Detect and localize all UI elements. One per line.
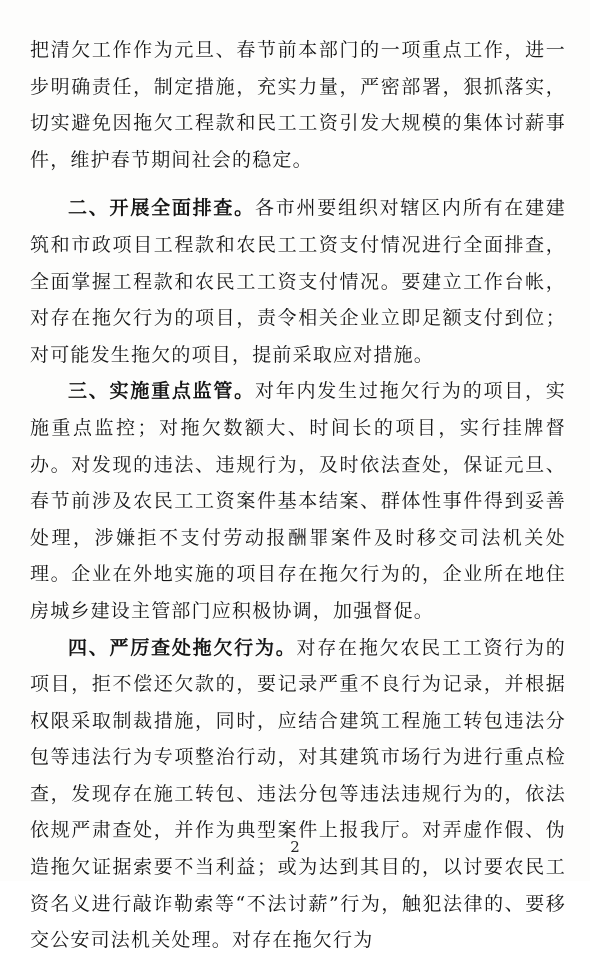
paragraph-text: 对年内发生过拖欠行为的项目，实施重点监控；对拖欠数额大、时间长的项目，实行挂牌督办。对发现的违法、违规行为，及时依法查处，保证元旦、春节前涉及农民工工资案件基本结案、群体性事件得到妥善处理，涉嫌拒不支付劳动报酬罪案件及时移交司法机关处理。企业在外地实施的项目存在拖欠行为的，企业所在地住房城乡建设主管部门应积极协调，加强督促。 bbox=[30, 380, 566, 622]
paragraph-section-4 bbox=[30, 630, 566, 959]
paragraph-text: 各市州要组织对辖区内所有在建建筑和市政项目工程款和农民工工资支付情况进行全面排查，全面掌握工程款和农民工工资支付情况。要建立工作台帐，对存在拖欠行为的项目，责令相关企业立即足额支付到位；对可能发生拖欠的项目，提前采取应对措施。 bbox=[30, 197, 566, 366]
paragraph-section-3 bbox=[30, 373, 566, 629]
section-heading: 四、严厉查处拖欠行为。 bbox=[68, 636, 297, 659]
document-body bbox=[30, 32, 566, 959]
paragraph-text: 把清欠工作作为元旦、春节前本部门的一项重点工作，进一步明确责任，制定措施，充实力量，严密部署，狠抓落实，切实避免因拖欠工程款和民工工资引发大规模的集体讨薪事件，维护春节期间社会的稳定。 bbox=[30, 39, 566, 171]
paragraph-text: 对存在拖欠农民工工资行为的项目，拒不偿还欠款的，要记录严重不良行为记录，并根据权限采取制裁措施，同时，应结合建筑工程施工转包违法分包等违法行为专项整治行动，对其建筑市场行为进行重点检查，发现存在施工转包、违法分包等违法违规行为的，依法依规严肃查处，并作为典型案件上报我厅。对弄虚作假、伪造拖欠证据索要不当利益；或为达到其目的，以讨要农民工资名义进行敲诈勒索等“不法讨薪”行为，触犯法律的、要移交公安司法机关处理。对存在拖欠行为 bbox=[30, 636, 566, 952]
paragraph-section-2 bbox=[30, 190, 566, 373]
page-number: 2 bbox=[290, 838, 300, 856]
section-heading: 三、实施重点监管。 bbox=[68, 380, 255, 403]
section-heading: 二、开展全面排查。 bbox=[68, 197, 255, 220]
paragraph-continuation bbox=[30, 32, 566, 178]
